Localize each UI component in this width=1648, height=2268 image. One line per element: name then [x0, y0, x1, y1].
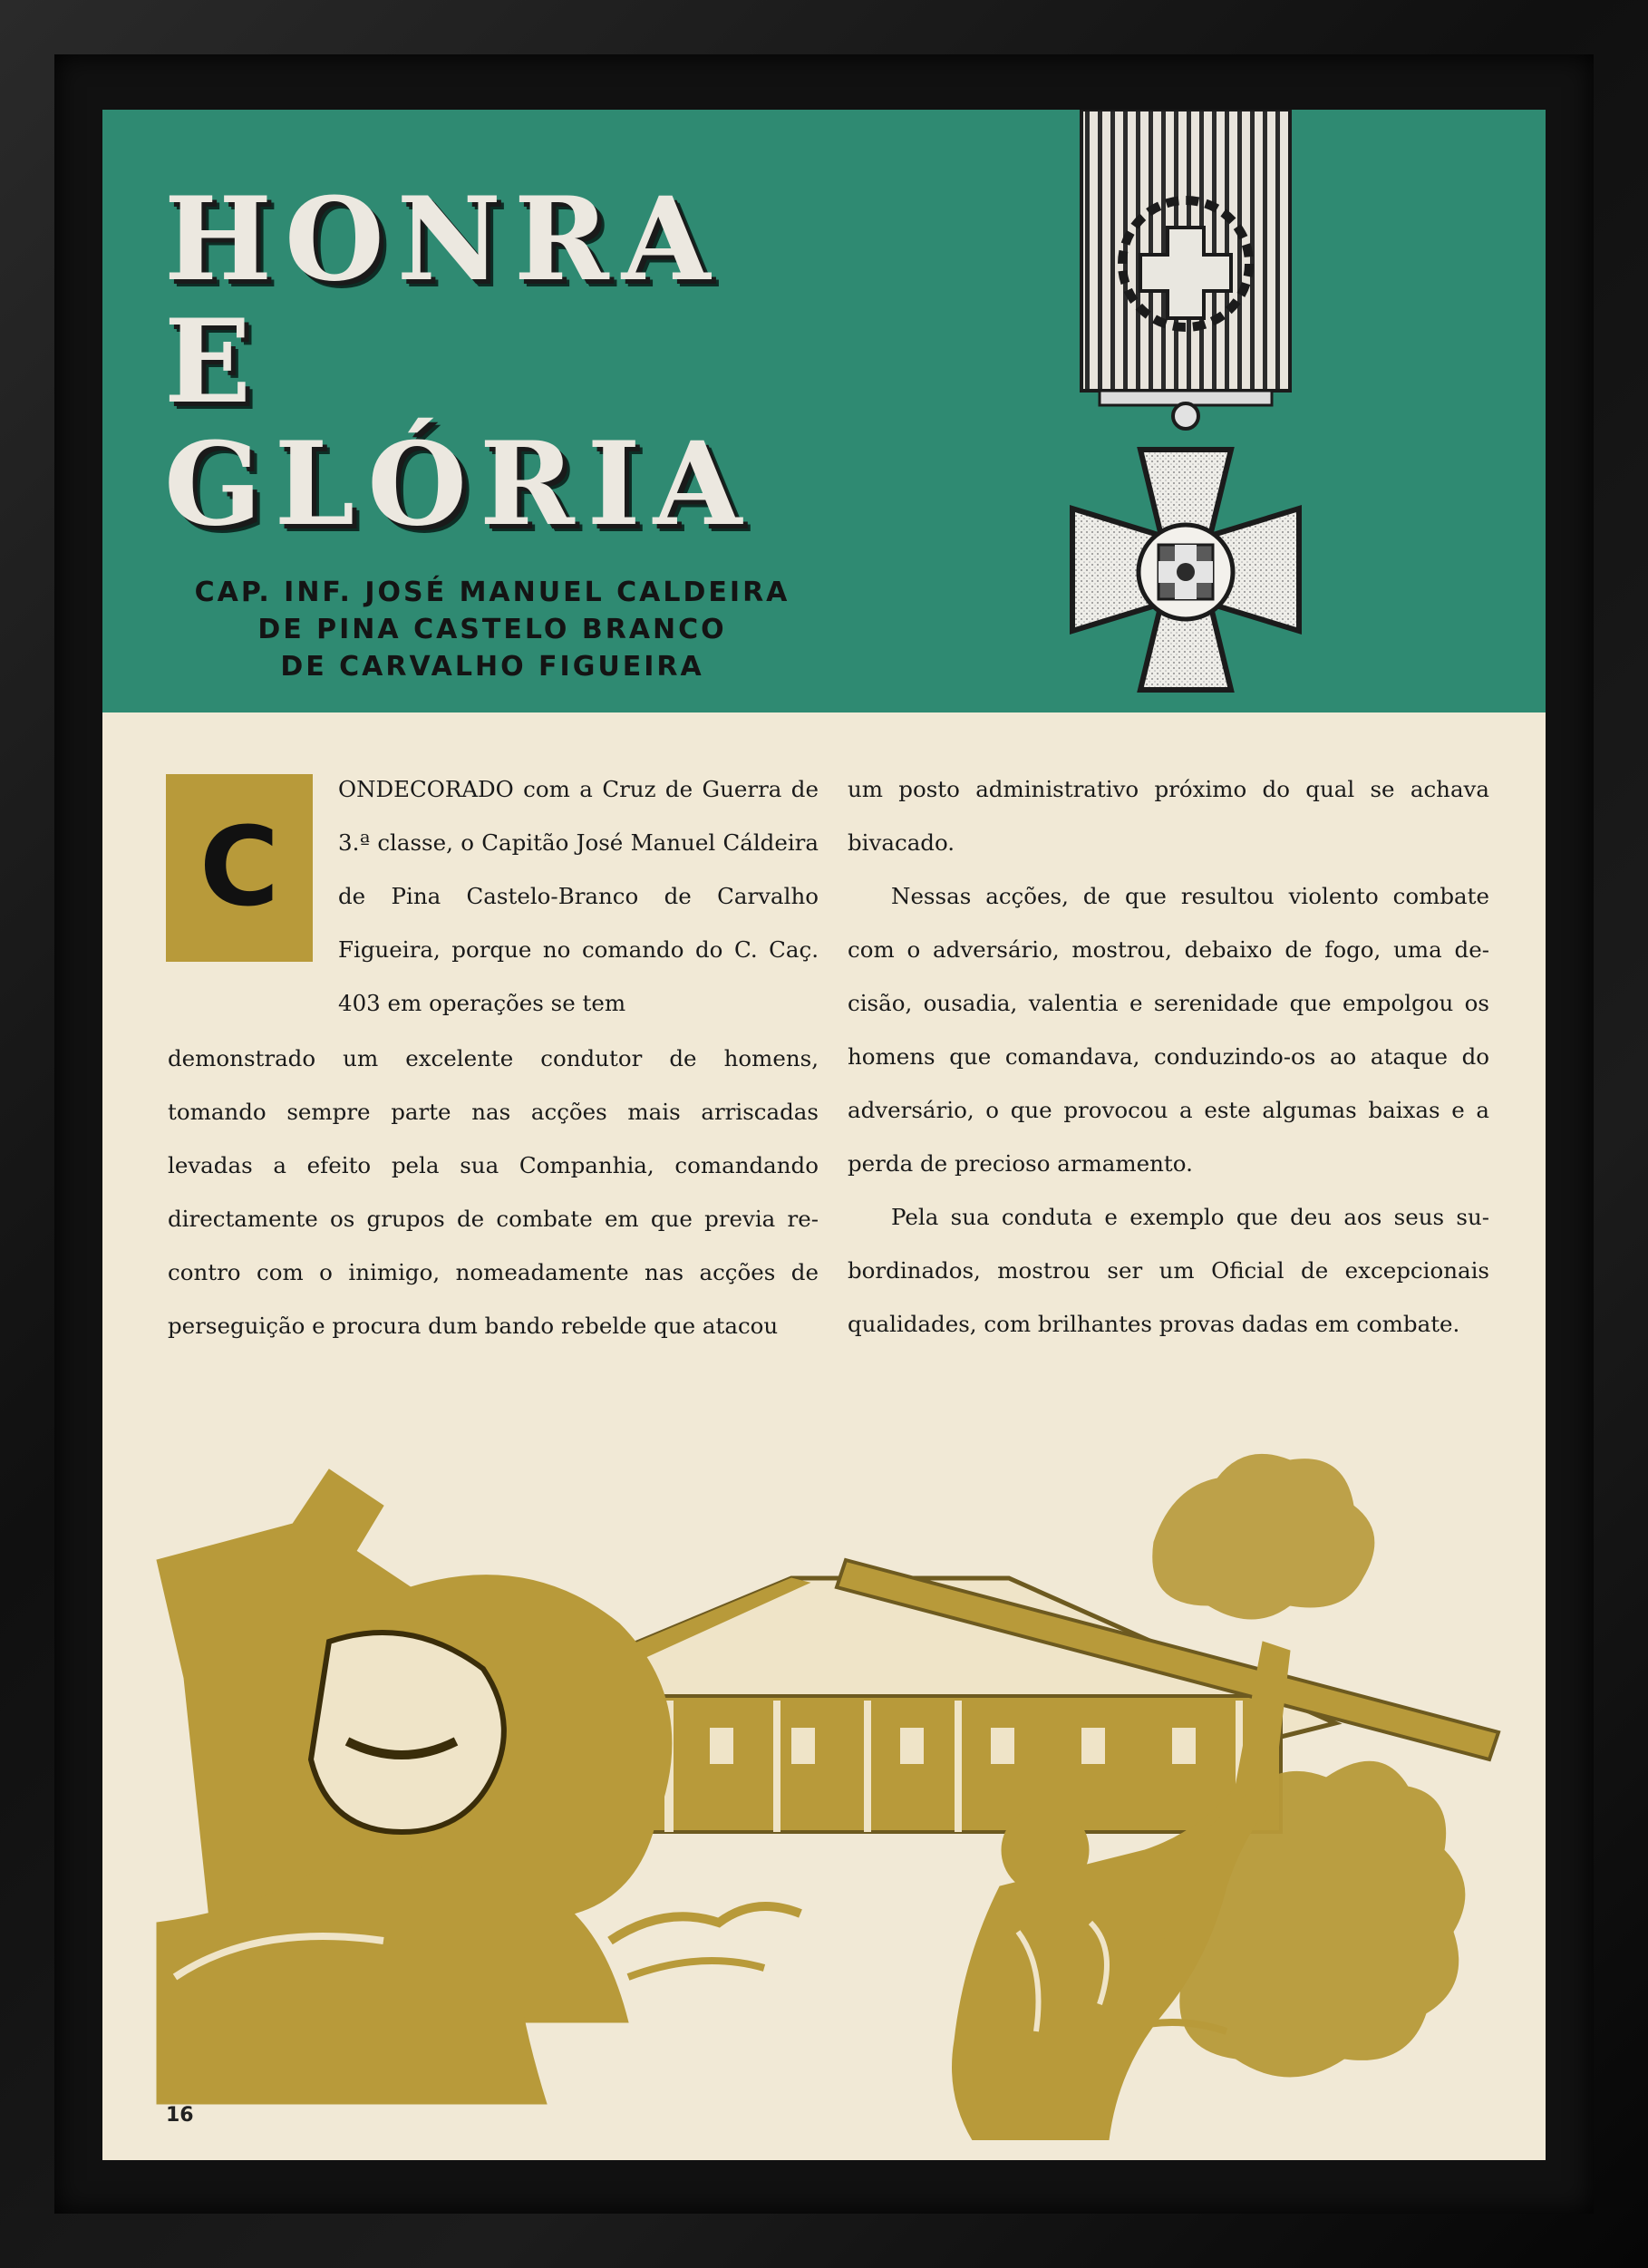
article-paragraph-2: Nessas acções, de que resultou violento combate com o adversário, mostrou, debaixo de fogo, uma de-cisão, ousadia, valentia e serenidade que empolgou os homens que comandava, conduzindo-os ao ataque do adversário, o que provocou a este algumas baixas e a perda de precioso armamento. [848, 883, 1489, 1177]
article-paragraph-3: Pela sua conduta e exemplo que deu aos seus su-bordinados, mostrou ser um Oficial de excepcionais qualidades, com brilhantes provas dadas em combate. [848, 1204, 1489, 1337]
article-paragraph-1-end: um posto administrativo próximo do qual se achava bivacado. [848, 776, 1489, 856]
article-left-main [168, 1032, 819, 1352]
title-line-honra: HONRA [164, 172, 723, 306]
subtitle-line-3: DE CARVALHO FIGUEIRA [280, 651, 704, 683]
title-line-gloria: GLÓRIA [164, 417, 755, 551]
war-cross-medal-icon [1009, 110, 1353, 744]
page-number: 16 [166, 2104, 194, 2127]
subtitle-line-1: CAP. INF. JOSÉ MANUEL CALDEIRA [194, 577, 790, 608]
article-paragraph-1-cont: demonstrado um excelente condutor de homens, tomando sempre parte nas acções mais arriscadas levadas a efeito pela sua Companhia, comandando directamente os grupos de combate em que previa re-contro com o inimigo, nomeadamente nas acções de perseguição e procura dum bando rebelde que atacou [168, 1045, 819, 1339]
subtitle-line-2: DE PINA CASTELO BRANCO [257, 614, 727, 645]
title-line-e: E [164, 295, 265, 429]
dropcap-box [166, 774, 313, 962]
magazine-page [102, 110, 1546, 2160]
combat-illustration [102, 1342, 1546, 2140]
subtitle-name [139, 574, 846, 685]
article-left-top [338, 762, 819, 1030]
article-right-column [848, 762, 1489, 1351]
article-paragraph-1-start: ONDECORADO com a Cruz de Guerra de 3.ª classe, o Capitão José Manuel Cáldeira de Pina Castelo-Branco de Carvalho Figueira, porque no comando do C. Caç. 403 em operações se tem [338, 776, 819, 1016]
dropcap-letter: C [199, 805, 280, 931]
